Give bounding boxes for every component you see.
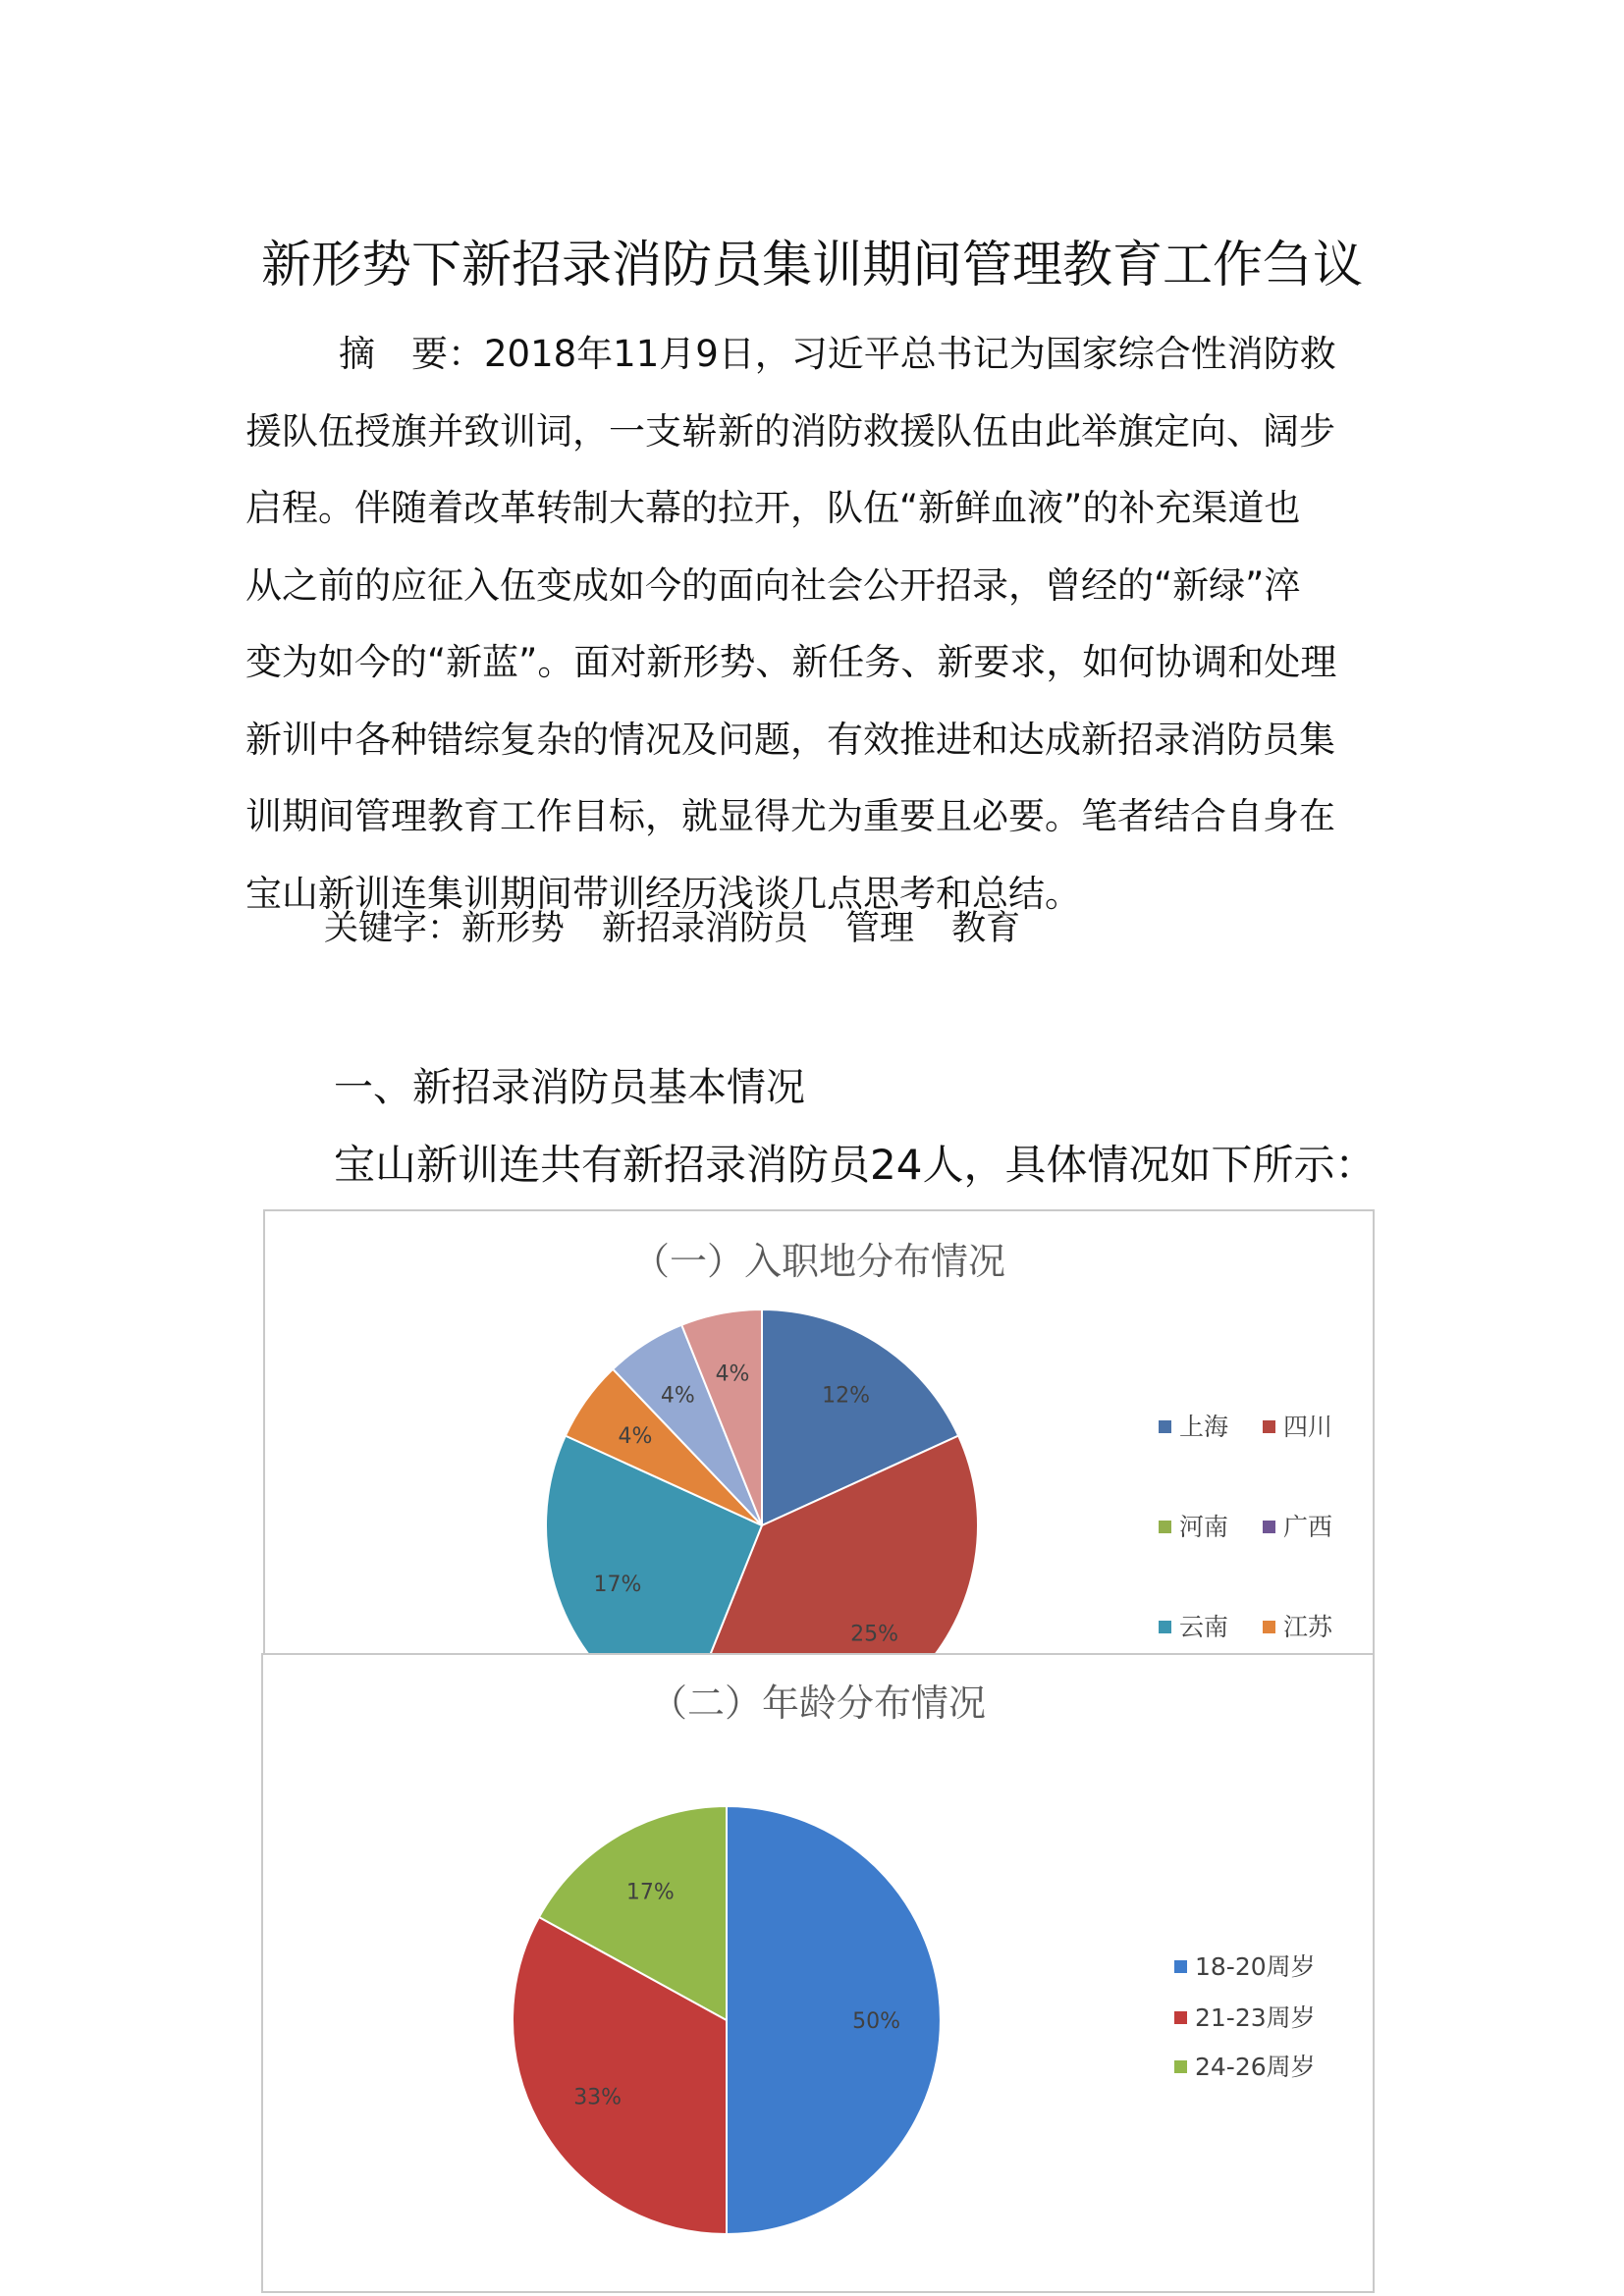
abstract-line-3: 启程。伴随着改革转制大幕的拉开，队伍“新鲜血液”的补充渠道也 [245, 487, 1301, 529]
section-text: 宝山新训连共有新招录消防员24人，具体情况如下所示： [334, 1141, 1377, 1189]
keywords-label: 关键字： [324, 909, 462, 948]
section-heading: 一、新招录消防员基本情况 [334, 1065, 805, 1110]
legend-item [1174, 2048, 1316, 2083]
chart-title: （一）入职地分布情况 [631, 1240, 1005, 1283]
abstract-line-7: 训期间管理教育工作目标，就显得尤为重要且必要。笔者结合自身在 [245, 795, 1335, 837]
legend-swatch [1159, 1621, 1171, 1633]
keyword: 教育 [951, 909, 1021, 948]
abstract-line-5: 变为如今的“新蓝”。面对新形势、新任务、新要求，如何协调和处理 [245, 641, 1337, 683]
legend-item [1174, 1999, 1316, 2034]
legend-label: 18-20周岁 [1195, 1952, 1316, 1981]
abstract-line-6: 新训中各种错综复杂的情况及问题，有效推进和达成新招录消防员集 [245, 718, 1335, 761]
data-label: 50% [852, 2009, 901, 2034]
legend-item [1263, 1608, 1332, 1643]
legend-swatch [1174, 2060, 1187, 2073]
legend-label: 云南 [1179, 1613, 1229, 1641]
keyword: 新招录消防员 [602, 909, 809, 948]
legend-swatch [1263, 1521, 1275, 1533]
data-label: 4% [715, 1362, 750, 1387]
legend-label: 上海 [1179, 1413, 1229, 1441]
legend-swatch [1263, 1621, 1275, 1633]
data-label: 17% [625, 1880, 675, 1905]
document-title: 新形势下新招录消防员集训期间管理教育工作刍议 [260, 237, 1363, 294]
keyword: 新形势 [461, 909, 566, 948]
abstract-line-2: 援队伍授旗并致训词，一支崭新的消防救援队伍由此举旗定向、阔步 [245, 409, 1335, 453]
abstract [245, 316, 1384, 933]
abstract-line-4: 从之前的应征入伍变成如今的面向社会公开招录，曾经的“新绿”淬 [245, 563, 1301, 607]
keywords [324, 901, 1057, 950]
legend-swatch [1263, 1420, 1275, 1433]
abstract-label: 摘 要： [339, 333, 484, 375]
legend-item [1263, 1408, 1332, 1443]
chart-title: （二）年龄分布情况 [649, 1682, 986, 1725]
legend-item [1174, 1948, 1316, 1983]
legend-swatch [1174, 1960, 1187, 1973]
data-label: 4% [618, 1424, 653, 1450]
data-label: 33% [573, 2085, 623, 2110]
chart-legend [263, 1655, 1373, 2291]
legend-item [1159, 1608, 1228, 1643]
data-label: 12% [822, 1383, 871, 1409]
legend-swatch [1159, 1521, 1171, 1533]
legend-item [1263, 1508, 1332, 1543]
legend-label: 河南 [1179, 1513, 1229, 1541]
abstract-line-8: 宝山新训连集训期间带训经历浅谈几点思考和总结。 [245, 872, 1081, 915]
chart-age-distribution [261, 1653, 1375, 2293]
data-label: 17% [593, 1572, 642, 1597]
legend-swatch [1159, 1420, 1171, 1433]
abstract-line-1: 摘 要：2018年11月9日，习近平总书记为国家综合性消防救 [339, 333, 1336, 375]
legend-item [1159, 1408, 1228, 1443]
legend-label: 21-23周岁 [1195, 2003, 1316, 2032]
legend-label: 24-26周岁 [1195, 2053, 1316, 2081]
legend-label: 广西 [1283, 1513, 1333, 1541]
keyword: 管理 [845, 909, 915, 948]
data-label: 4% [660, 1383, 695, 1409]
legend-label: 江苏 [1283, 1613, 1333, 1641]
data-label: 25% [850, 1622, 899, 1647]
legend-swatch [1174, 2011, 1187, 2024]
legend-label: 四川 [1283, 1413, 1333, 1441]
legend-item [1159, 1508, 1228, 1543]
